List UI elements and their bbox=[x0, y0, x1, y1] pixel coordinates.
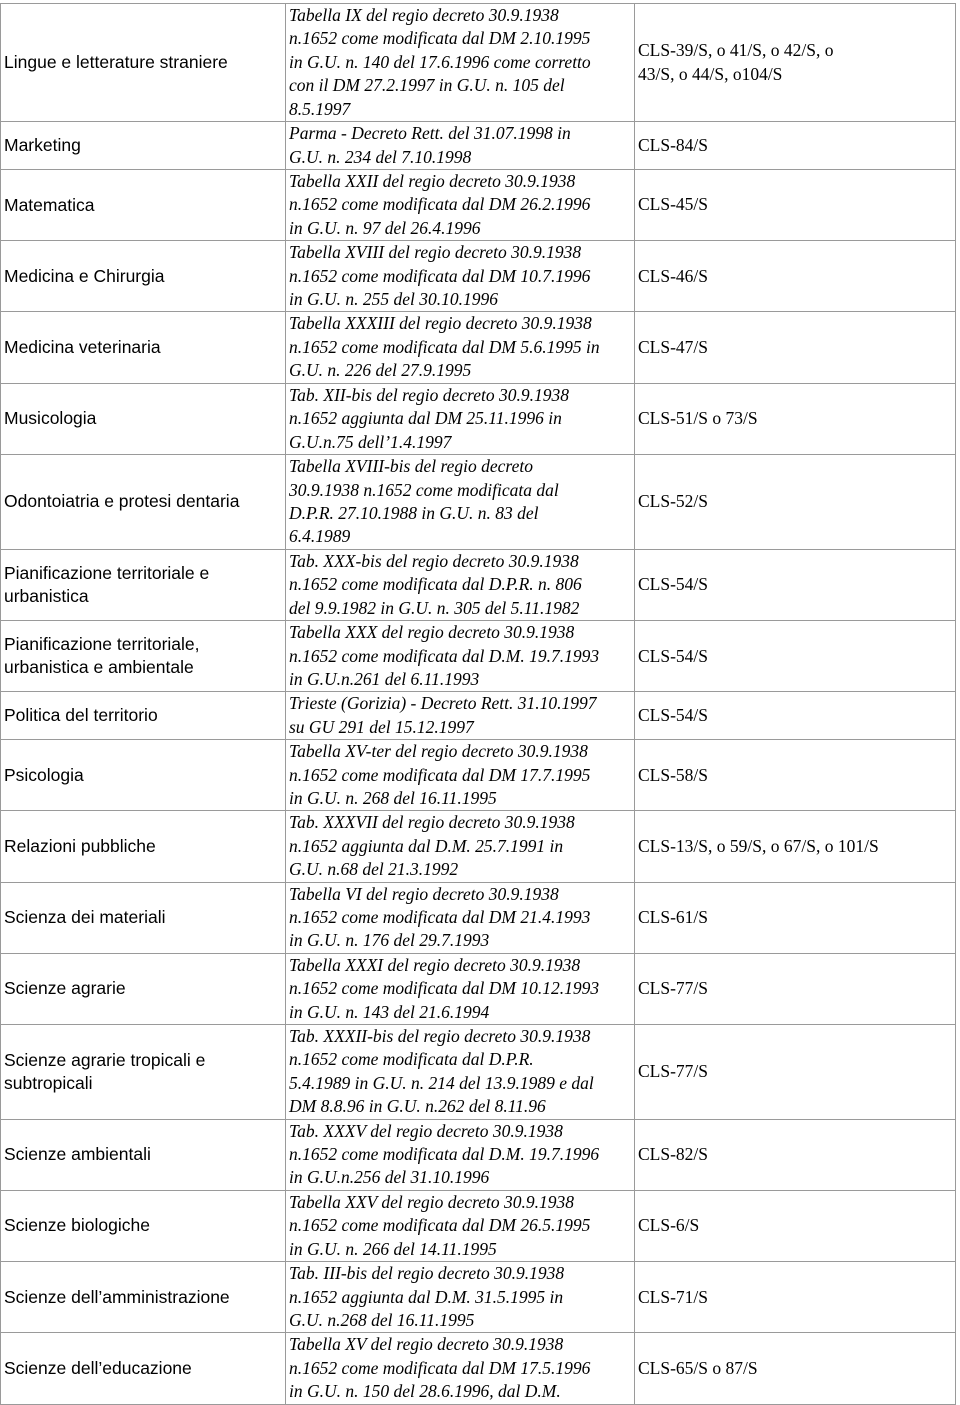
class-code-line: CLS-47/S bbox=[638, 336, 709, 357]
decree-reference-cell bbox=[286, 1262, 635, 1333]
table-row bbox=[1, 549, 956, 620]
decree-line: Parma - Decreto Rett. del 31.07.1998 in bbox=[289, 123, 571, 144]
decree-line: in G.U. n. 176 del 29.7.1993 bbox=[289, 930, 490, 951]
decree-reference-cell bbox=[286, 4, 635, 122]
table-row bbox=[1, 692, 956, 740]
decree-line: 5.4.1989 in G.U. n. 214 del 13.9.1989 e dal bbox=[289, 1072, 594, 1093]
degree-name-cell: Marketing bbox=[1, 122, 286, 170]
decree-line: Tabella XXX del regio decreto 30.9.1938 bbox=[289, 622, 575, 643]
class-code-line: CLS-71/S bbox=[638, 1286, 709, 1307]
degree-name-cell: Scienze dell’amministrazione bbox=[1, 1262, 286, 1333]
decree-line: Tab. XXXV del regio decreto 30.9.1938 bbox=[289, 1120, 563, 1141]
degree-name-cell: Pianificazione territoriale e urbanistica bbox=[1, 549, 286, 620]
table-row bbox=[1, 383, 956, 454]
decree-line: in G.U. n. 97 del 26.4.1996 bbox=[289, 217, 481, 238]
degree-name-cell: Medicina e Chirurgia bbox=[1, 241, 286, 312]
decree-line: in G.U. n. 140 del 17.6.1996 come corretto bbox=[289, 51, 591, 72]
decree-line: n.1652 come modificata dal D.P.R. bbox=[289, 1049, 534, 1070]
decree-reference-cell bbox=[286, 882, 635, 953]
decree-reference-cell bbox=[286, 170, 635, 241]
decree-line: in G.U. n. 255 del 30.10.1996 bbox=[289, 289, 499, 310]
table-body bbox=[1, 4, 956, 1405]
degree-name-cell: Scienze agrarie tropicali e subtropicali bbox=[1, 1025, 286, 1120]
table-row bbox=[1, 122, 956, 170]
decree-line: del 9.9.1982 in G.U. n. 305 del 5.11.1982 bbox=[289, 597, 580, 618]
decree-line: in G.U.n.256 del 31.10.1996 bbox=[289, 1167, 490, 1188]
decree-line: Trieste (Gorizia) - Decreto Rett. 31.10.1997 bbox=[289, 693, 597, 714]
decree-line: Tabella XV-ter del regio decreto 30.9.1938 bbox=[289, 741, 588, 762]
class-code-cell bbox=[635, 454, 956, 549]
degree-name-cell: Odontoiatria e protesi dentaria bbox=[1, 454, 286, 549]
class-code-line: CLS-77/S bbox=[638, 978, 709, 999]
decree-reference-cell bbox=[286, 454, 635, 549]
class-code-cell bbox=[635, 953, 956, 1024]
class-code-cell bbox=[635, 241, 956, 312]
decree-line: Tabella XV del regio decreto 30.9.1938 bbox=[289, 1334, 564, 1355]
class-code-cell bbox=[635, 549, 956, 620]
class-code-cell bbox=[635, 1262, 956, 1333]
decree-line: n.1652 aggiunta dal D.M. 25.7.1991 in bbox=[289, 835, 564, 856]
class-code-line: CLS-54/S bbox=[638, 645, 709, 666]
decree-reference-cell bbox=[286, 740, 635, 811]
table-row bbox=[1, 170, 956, 241]
decree-line: Tab. XII-bis del regio decreto 30.9.1938 bbox=[289, 384, 569, 405]
decree-line: n.1652 come modificata dal D.M. 19.7.1996 bbox=[289, 1144, 600, 1165]
class-code-cell bbox=[635, 1119, 956, 1190]
decree-line: Tab. III-bis del regio decreto 30.9.1938 bbox=[289, 1263, 565, 1284]
class-code-cell bbox=[635, 312, 956, 383]
class-code-line: CLS-52/S bbox=[638, 491, 709, 512]
degree-name-cell: Medicina veterinaria bbox=[1, 312, 286, 383]
decree-line: in G.U. n. 143 del 21.6.1994 bbox=[289, 1001, 490, 1022]
decree-reference-cell bbox=[286, 1119, 635, 1190]
class-code-cell bbox=[635, 4, 956, 122]
decree-line: G.U. n. 234 del 7.10.1998 bbox=[289, 146, 472, 167]
class-code-line: CLS-46/S bbox=[638, 265, 709, 286]
decree-reference-cell bbox=[286, 383, 635, 454]
decree-line: n.1652 come modificata dal DM 5.6.1995 in bbox=[289, 336, 600, 357]
class-code-line: CLS-13/S, o 59/S, o 67/S, o 101/S bbox=[638, 835, 879, 856]
decree-line: n.1652 come modificata dal D.M. 19.7.1993 bbox=[289, 645, 600, 666]
table-row bbox=[1, 312, 956, 383]
decree-line: Tab. XXXII-bis del regio decreto 30.9.1938 bbox=[289, 1026, 591, 1047]
degree-name-cell: Lingue e letterature straniere bbox=[1, 4, 286, 122]
degree-name-cell: Musicologia bbox=[1, 383, 286, 454]
decree-line: G.U.n.75 dell’1.4.1997 bbox=[289, 431, 452, 452]
decree-reference-cell bbox=[286, 1190, 635, 1261]
class-code-line: CLS-51/S o 73/S bbox=[638, 408, 758, 429]
class-code-cell bbox=[635, 170, 956, 241]
decree-reference-cell bbox=[286, 241, 635, 312]
table-row bbox=[1, 241, 956, 312]
table-row bbox=[1, 882, 956, 953]
decree-line: Tabella XXII del regio decreto 30.9.1938 bbox=[289, 171, 576, 192]
decree-line: n.1652 aggiunta dal DM 25.11.1996 in bbox=[289, 408, 562, 429]
table-row bbox=[1, 454, 956, 549]
decree-line: n.1652 come modificata dal DM 17.7.1995 bbox=[289, 764, 591, 785]
class-code-cell bbox=[635, 882, 956, 953]
decree-line: n.1652 come modificata dal D.P.R. n. 806 bbox=[289, 574, 582, 595]
table-row bbox=[1, 621, 956, 692]
class-code-line: CLS-39/S, o 41/S, o 42/S, o bbox=[638, 40, 834, 61]
decree-line: n.1652 come modificata dal DM 21.4.1993 bbox=[289, 907, 591, 927]
decree-line: 30.9.1938 n.1652 come modificata dal bbox=[289, 479, 559, 500]
decree-line: Tab. XXXVII del regio decreto 30.9.1938 bbox=[289, 812, 575, 833]
decree-reference-cell bbox=[286, 1333, 635, 1404]
table-row bbox=[1, 811, 956, 882]
decree-line: Tabella XXXI del regio decreto 30.9.1938 bbox=[289, 954, 581, 975]
decree-line: G.U. n. 226 del 27.9.1995 bbox=[289, 360, 472, 381]
degree-name-cell: Scienze dell’educazione bbox=[1, 1333, 286, 1404]
decree-line: con il DM 27.2.1997 in G.U. n. 105 del bbox=[289, 75, 565, 96]
table-row bbox=[1, 1333, 956, 1404]
decree-reference-cell bbox=[286, 811, 635, 882]
decree-line: Tabella XVIII-bis del regio decreto bbox=[289, 456, 533, 477]
decree-line: Tabella VI del regio decreto 30.9.1938 bbox=[289, 883, 559, 904]
degree-decree-table bbox=[0, 3, 956, 1405]
decree-line: DM 8.8.96 in G.U. n.262 del 8.11.96 bbox=[289, 1096, 546, 1117]
degree-name-cell: Scienze biologiche bbox=[1, 1190, 286, 1261]
class-code-line: CLS-65/S o 87/S bbox=[638, 1357, 758, 1378]
decree-line: n.1652 come modificata dal DM 26.5.1995 bbox=[289, 1215, 591, 1236]
class-code-line: CLS-6/S bbox=[638, 1215, 700, 1236]
table-row bbox=[1, 1190, 956, 1261]
class-code-line: CLS-84/S bbox=[638, 134, 709, 155]
class-code-cell bbox=[635, 740, 956, 811]
decree-reference-cell bbox=[286, 549, 635, 620]
decree-line: Tabella XVIII del regio decreto 30.9.1938 bbox=[289, 242, 582, 263]
decree-line: in G.U. n. 150 del 28.6.1996, dal D.M. bbox=[289, 1381, 561, 1402]
class-code-cell bbox=[635, 692, 956, 740]
table-row bbox=[1, 953, 956, 1024]
class-code-line: CLS-61/S bbox=[638, 907, 709, 927]
class-code-cell bbox=[635, 621, 956, 692]
table-row bbox=[1, 1119, 956, 1190]
decree-line: in G.U.n.261 del 6.11.1993 bbox=[289, 668, 480, 689]
class-code-line: CLS-54/S bbox=[638, 705, 709, 726]
decree-line: Tabella XXXIII del regio decreto 30.9.1938 bbox=[289, 313, 592, 334]
degree-name-cell: Matematica bbox=[1, 170, 286, 241]
table-row bbox=[1, 740, 956, 811]
decree-reference-cell bbox=[286, 312, 635, 383]
table-row bbox=[1, 1025, 956, 1120]
class-code-cell bbox=[635, 1025, 956, 1120]
decree-line: n.1652 come modificata dal DM 10.7.1996 bbox=[289, 265, 591, 286]
degree-name-cell: Politica del territorio bbox=[1, 692, 286, 740]
decree-reference-cell bbox=[286, 621, 635, 692]
decree-line: n.1652 come modificata dal DM 2.10.1995 bbox=[289, 28, 591, 49]
decree-line: su GU 291 del 15.12.1997 bbox=[289, 716, 474, 737]
degree-name-cell: Psicologia bbox=[1, 740, 286, 811]
decree-line: 8.5.1997 bbox=[289, 98, 351, 119]
decree-line: n.1652 come modificata dal DM 17.5.1996 bbox=[289, 1357, 591, 1378]
decree-reference-cell bbox=[286, 122, 635, 170]
degree-name-cell: Scienza dei materiali bbox=[1, 882, 286, 953]
class-code-line: CLS-58/S bbox=[638, 764, 709, 785]
class-code-line: 43/S, o 44/S, o104/S bbox=[638, 63, 783, 84]
decree-line: G.U. n.268 del 16.11.1995 bbox=[289, 1309, 475, 1330]
decree-line: Tabella IX del regio decreto 30.9.1938 bbox=[289, 5, 559, 25]
decree-reference-cell bbox=[286, 692, 635, 740]
degree-name-cell: Pianificazione territoriale, urbanistica e ambientale bbox=[1, 621, 286, 692]
decree-reference-cell bbox=[286, 953, 635, 1024]
class-code-cell bbox=[635, 1333, 956, 1404]
class-code-cell bbox=[635, 383, 956, 454]
class-code-line: CLS-82/S bbox=[638, 1144, 709, 1165]
decree-line: n.1652 aggiunta dal D.M. 31.5.1995 in bbox=[289, 1286, 564, 1307]
decree-line: n.1652 come modificata dal DM 10.12.1993 bbox=[289, 978, 600, 999]
class-code-cell bbox=[635, 1190, 956, 1261]
degree-name-cell: Scienze ambientali bbox=[1, 1119, 286, 1190]
decree-line: Tabella XXV del regio decreto 30.9.1938 bbox=[289, 1191, 574, 1212]
class-code-cell bbox=[635, 811, 956, 882]
decree-line: 6.4.1989 bbox=[289, 526, 351, 547]
decree-line: in G.U. n. 266 del 14.11.1995 bbox=[289, 1238, 497, 1259]
decree-line: G.U. n.68 del 21.3.1992 bbox=[289, 859, 459, 880]
class-code-line: CLS-77/S bbox=[638, 1061, 709, 1082]
table-row bbox=[1, 4, 956, 122]
class-code-cell bbox=[635, 122, 956, 170]
decree-line: D.P.R. 27.10.1988 in G.U. n. 83 del bbox=[289, 502, 539, 523]
decree-line: Tab. XXX-bis del regio decreto 30.9.1938 bbox=[289, 550, 579, 571]
table-row bbox=[1, 1262, 956, 1333]
degree-name-cell: Scienze agrarie bbox=[1, 953, 286, 1024]
class-code-line: CLS-45/S bbox=[638, 194, 709, 215]
decree-line: in G.U. n. 268 del 16.11.1995 bbox=[289, 787, 497, 808]
degree-name-cell: Relazioni pubbliche bbox=[1, 811, 286, 882]
class-code-line: CLS-54/S bbox=[638, 574, 709, 595]
decree-line: n.1652 come modificata dal DM 26.2.1996 bbox=[289, 194, 591, 215]
decree-reference-cell bbox=[286, 1025, 635, 1120]
